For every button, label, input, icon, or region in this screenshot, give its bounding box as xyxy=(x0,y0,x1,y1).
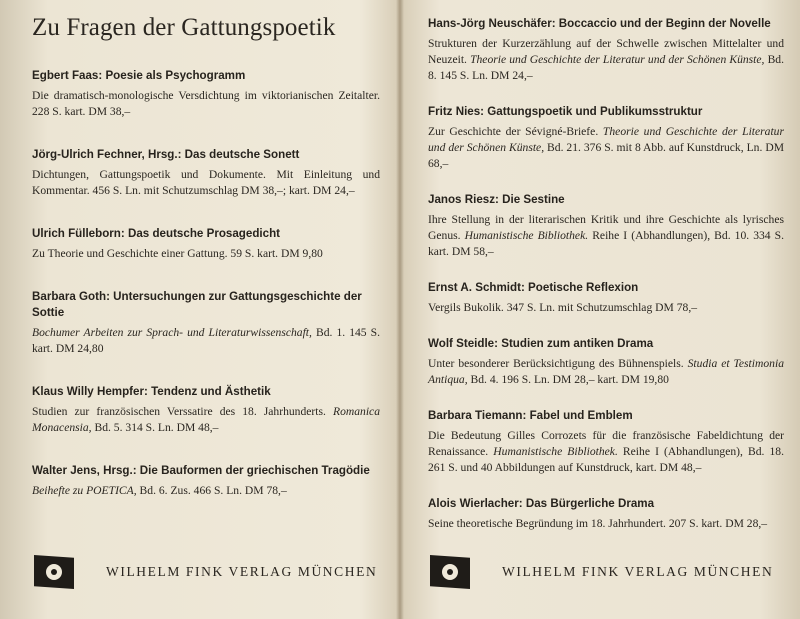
book-entry xyxy=(428,16,784,84)
entry-body-tail: Bd. 21. 376 S. mit 8 Abb. auf Kunstdruck, Ln. DM 68,– xyxy=(428,141,784,170)
series-title: Humanistische Bibliothek. xyxy=(493,445,618,458)
entry-body xyxy=(428,356,784,388)
publisher-name: WILHELM FINK VERLAG MÜNCHEN xyxy=(502,564,774,579)
entry-body xyxy=(32,88,380,120)
right-page xyxy=(402,0,800,619)
book-entry xyxy=(32,68,380,120)
series-title: Humanistische Bibliothek. xyxy=(464,229,589,242)
entry-body-tail: Bd. 8. 145 S. Ln. DM 24,– xyxy=(428,53,784,82)
series-title: Bochumer Arbeiten zur Sprach- und Literaturwissenschaft, xyxy=(32,326,312,339)
entry-body xyxy=(32,246,380,262)
entry-body xyxy=(428,212,784,260)
page-title: Zu Fragen der Gattungspoetik xyxy=(32,14,336,41)
book-entry xyxy=(32,289,380,357)
entry-heading: Walter Jens, Hrsg.: Die Bauformen der griechischen Tragödie xyxy=(32,464,370,477)
series-title: Theorie und Geschichte der Literatur und der Schönen Künste, xyxy=(428,125,784,154)
series-title: Studia et Testimonia Antiqua, xyxy=(428,357,784,386)
publisher-name: WILHELM FINK VERLAG MÜNCHEN xyxy=(106,564,378,579)
entry-body xyxy=(428,124,784,172)
entry-heading: Fritz Nies: Gattungspoetik und Publikumsstruktur xyxy=(428,105,703,118)
entry-body xyxy=(32,404,380,436)
entry-body-text: Strukturen der Kurzerzählung auf der Schwelle zwischen Mittelalter und Neuzeit. xyxy=(428,37,784,66)
entry-body xyxy=(32,483,380,499)
entry-body-text: Bd. 1. 145 S. kart. DM 24,80 xyxy=(32,326,380,355)
book-entry xyxy=(32,147,380,199)
entry-body-text: Bd. 6. Zus. 466 S. Ln. DM 78,– xyxy=(136,484,287,497)
entry-heading: Egbert Faas: Poesie als Psychogramm xyxy=(32,69,246,82)
entry-body-tail: Bd. 5. 314 S. Ln. DM 48,– xyxy=(91,421,219,434)
fink-verlag-logo-icon xyxy=(34,555,74,589)
entry-body-text: Zur Geschichte der Sévigné-Briefe. xyxy=(428,125,603,138)
book-entry xyxy=(428,192,784,260)
entry-body xyxy=(428,300,784,316)
series-title: Romanica Monacensia, xyxy=(32,405,380,434)
entry-body-tail: Reihe I (Abhandlungen), Bd. 10. 334 S. kart. DM 58,– xyxy=(428,229,785,258)
entry-heading: Ulrich Fülleborn: Das deutsche Prosagedicht xyxy=(32,227,281,240)
entry-body xyxy=(32,167,380,199)
entry-heading: Alois Wierlacher: Das Bürgerliche Drama xyxy=(428,497,655,510)
entry-body xyxy=(428,516,784,532)
entry-body-text: Vergils Bukolik. 347 S. Ln. mit Schutzumschlag DM 78,– xyxy=(428,301,698,314)
book-entry xyxy=(428,280,784,316)
book-entry xyxy=(32,226,380,262)
entry-heading: Janos Riesz: Die Sestine xyxy=(428,193,565,206)
entry-body-text: Dichtungen, Gattungspoetik und Dokumente. Mit Einleitung und Kommentar. 456 S. Ln. mit Schutzumschlag DM 38,–; kart. DM 24,– xyxy=(32,168,380,197)
entry-body-text: Die Bedeutung Gilles Corrozets für die französische Fabeldichtung der Renaissance. xyxy=(428,429,784,458)
entry-body-tail: Reihe I (Abhandlungen), Bd. 18. 261 S. und 40 Abbildungen auf Kunstdruck, kart. DM 48,– xyxy=(428,445,784,474)
book-entry xyxy=(428,104,784,172)
entry-heading: Hans-Jörg Neuschäfer: Boccaccio und der Beginn der Novelle xyxy=(428,17,771,30)
entry-heading: Jörg-Ulrich Fechner, Hrsg.: Das deutsche Sonett xyxy=(32,148,300,161)
entry-body xyxy=(428,36,784,84)
entry-body-text: Ihre Stellung in der literarischen Kritik und ihre Geschichte als lyrisches Genus. xyxy=(428,213,784,242)
fink-verlag-logo-icon xyxy=(430,555,470,589)
book-entry xyxy=(32,384,380,436)
entry-body-text: Die dramatisch-monologische Versdichtung im viktorianischen Zeitalter. 228 S. kart. DM 38,– xyxy=(32,89,380,118)
entry-body-text: Unter besonderer Berücksichtigung des Bühnenspiels. xyxy=(428,357,688,370)
entry-heading: Barbara Tiemann: Fabel und Emblem xyxy=(428,409,633,422)
book-entry xyxy=(32,463,380,499)
entry-body xyxy=(428,428,784,476)
entry-body-text: Studien zur französischen Verssatire des 18. Jahrhunderts. xyxy=(32,405,333,418)
book-entry xyxy=(428,336,784,388)
entry-body-text: Zu Theorie und Geschichte einer Gattung. 59 S. kart. DM 9,80 xyxy=(32,247,323,260)
left-page xyxy=(0,0,398,619)
book-entry xyxy=(428,496,784,532)
entry-body-tail: Bd. 4. 196 S. Ln. DM 28,– kart. DM 19,80 xyxy=(467,373,669,386)
entry-body-text: Seine theoretische Begründung im 18. Jahrhundert. 207 S. kart. DM 28,– xyxy=(428,517,768,530)
entry-heading: Klaus Willy Hempfer: Tendenz und Ästhetik xyxy=(32,385,271,398)
entry-heading: Barbara Goth: Untersuchungen zur Gattungsgeschichte der Sottie xyxy=(32,290,362,319)
series-title: Theorie und Geschichte der Literatur und der Schönen Künste, xyxy=(470,53,765,66)
right-footer xyxy=(430,555,773,589)
entry-heading: Ernst A. Schmidt: Poetische Reflexion xyxy=(428,281,639,294)
entry-heading: Wolf Steidle: Studien zum antiken Drama xyxy=(428,337,654,350)
left-footer xyxy=(34,555,377,589)
book-entry xyxy=(428,408,784,476)
entry-body xyxy=(32,325,380,357)
series-title: Beihefte zu POETICA, xyxy=(32,484,137,497)
